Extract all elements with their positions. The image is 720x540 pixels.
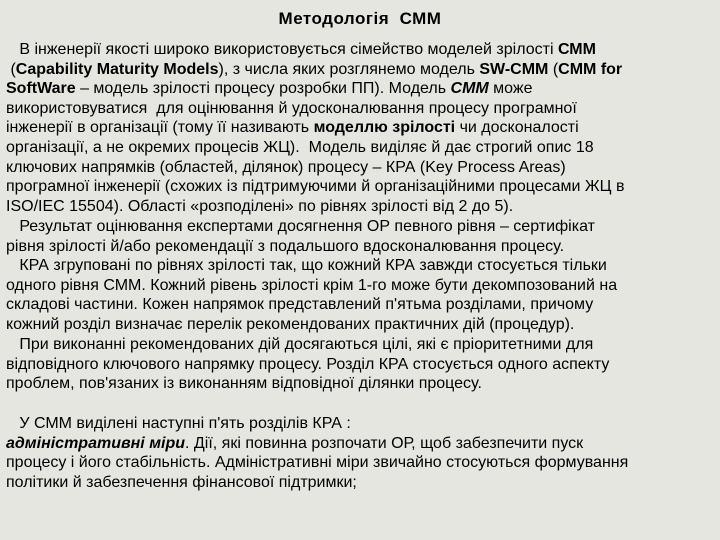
text-line: У СММ виділені наступні п'ять розділів КРА : (6, 415, 351, 432)
paragraph-cmm-intro (6, 40, 718, 216)
text-line: В інженерії якості широко використовується сімейство моделей зрілості СММ (6, 41, 596, 58)
text-line: При виконанні рекомендованих дій досягаються цілі, які є пріоритетними для (6, 336, 594, 353)
text-line: відповідного ключового напрямку процесу. Розділ КРА стосується одного аспекту (6, 355, 610, 373)
paragraph-goals (6, 335, 718, 394)
text-line: (Capability Maturity Models), з числа яких розглянемо модель SW-CMM (CMM for (6, 60, 623, 78)
text-line: ключових напрямків (областей, ділянок) процесу – КРА (Key Process Areas) (6, 158, 566, 176)
text-line: адміністративні міри. Дії, які повинна розпочати ОР, щоб забезпечити пуск (6, 434, 584, 452)
text-line: Результат оцінювання експертами досягнення ОР певного рівня – сертифікат (6, 218, 595, 235)
slide-title: Методологія СММ (278, 9, 442, 28)
text-line: організації, а не окремих процесів ЖЦ). Модель виділяє й дає строгий опис 18 (6, 138, 594, 156)
text-line: програмної інженерії (схожих із підтримуючими й організаційними процесами ЖЦ в (6, 178, 625, 196)
text-line: процесу і його стабільність. Адміністративні міри звичайно стосуються формування (6, 454, 629, 472)
text-line: кожний розділ визначає перелік рекомендованих практичних дій (процедур). (6, 315, 575, 333)
paragraph-assessment (6, 217, 718, 256)
text-line: інженерії в організації (тому її називають моделлю зрілості чи досконалості (6, 119, 579, 137)
text-line: політики й забезпечення фінансової підтримки; (6, 473, 357, 491)
text-line: SoftWare – модель зрілості процесу розробки ПП). Модель CMM може (6, 80, 533, 98)
text-line: проблем, пов'язаних із виконанням відповідної ділянки процесу. (6, 375, 482, 393)
text-line: одного рівня СММ. Кожний рівень зрілості крім 1-го може бути декомпозований на (6, 276, 618, 294)
text-line: ISO/IEC 15504). Області «розподілені» по рівнях зрілості від 2 до 5). (6, 197, 514, 215)
text-line: складові частини. Кожен напрямок представлений п'ятьма розділами, причому (6, 296, 594, 314)
text-line: КРА згруповані по рівнях зрілості так, що кожний КРА завжди стосується тільки (6, 257, 607, 274)
text-line: рівня зрілості й/або рекомендації з подальшого вдосконалювання процесу. (6, 237, 565, 255)
text-line: використовуватися для оцінювання й удосконалювання процесу програмної (6, 99, 577, 117)
paragraph-kpa-grouping (6, 256, 718, 334)
paragraph-kpa-sections (6, 414, 718, 492)
